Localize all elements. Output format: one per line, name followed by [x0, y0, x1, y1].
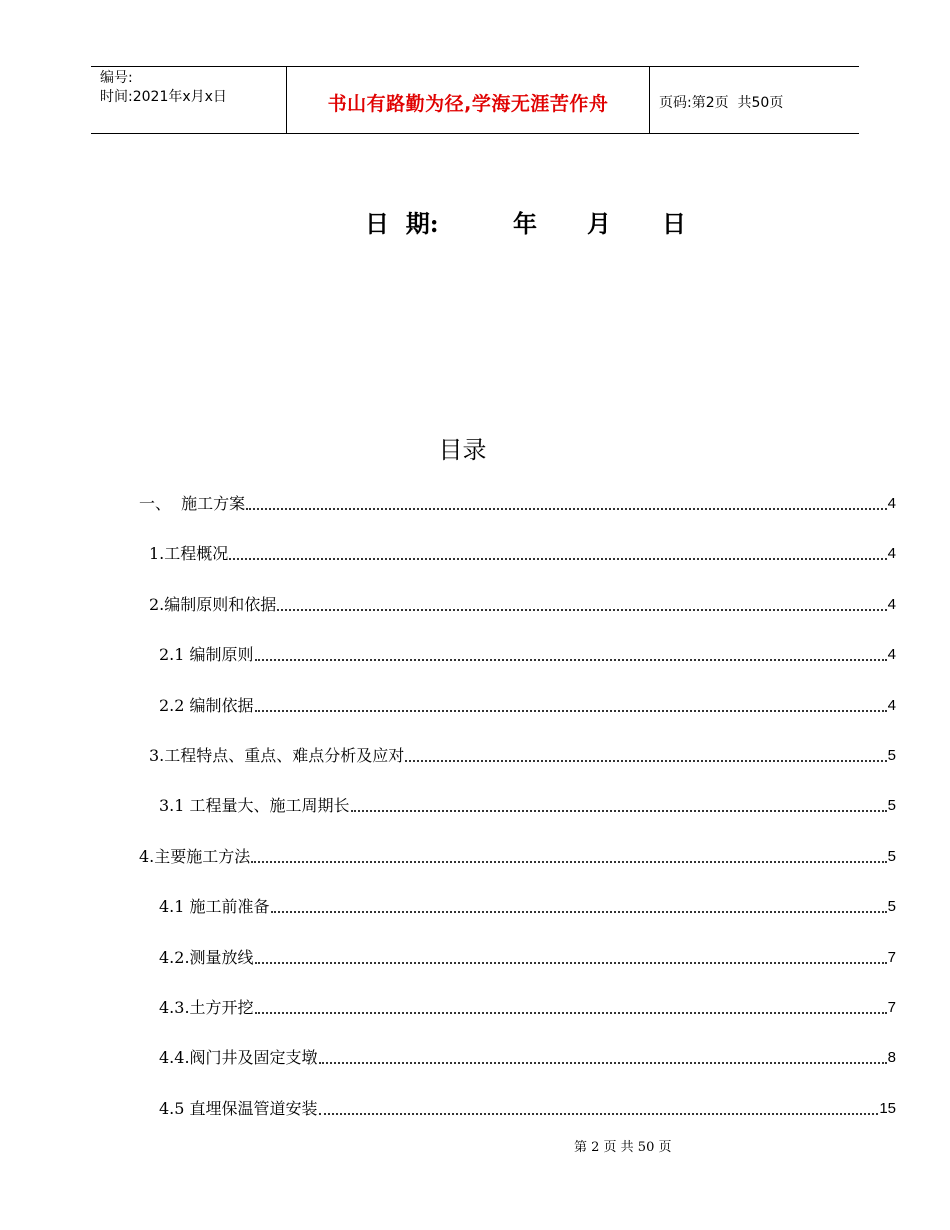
toc-dot-leader	[255, 659, 887, 661]
toc-dot-leader	[319, 1062, 887, 1064]
toc-dot-leader	[319, 1113, 879, 1115]
toc-entry-label: 4.2.测量放线	[159, 947, 254, 967]
toc-dot-leader	[251, 861, 886, 863]
toc-entry-label: 1.工程概况	[149, 544, 229, 564]
toc-entry-label: 3.1 工程量大、施工周期长	[159, 796, 350, 816]
toc-entry-label: 4.4.阀门井及固定支墩	[159, 1048, 318, 1068]
toc-entry[interactable]	[139, 839, 896, 867]
toc-entry[interactable]	[149, 738, 896, 766]
toc-entry[interactable]	[159, 637, 896, 665]
toc-dot-leader	[271, 911, 887, 913]
toc-entry-page: 15	[879, 1099, 896, 1117]
header-page-info: 页码:第2页 共50页	[659, 95, 784, 111]
header-motto: 书山有路勤为径,学海无涯苦作舟	[327, 92, 609, 115]
header-page-cell	[650, 69, 859, 135]
toc-title: 目录	[438, 436, 487, 464]
toc-entry-label: 4.1 施工前准备	[159, 897, 270, 917]
header-motto-cell	[287, 67, 650, 133]
toc-entry-label: 2.1 编制原则	[159, 645, 254, 665]
toc-entry-page: 5	[887, 847, 896, 865]
toc-entry-page: 5	[887, 797, 896, 815]
toc-entry-label: 2.2 编制依据	[159, 695, 254, 715]
toc-entry-label: 2.编制原则和依据	[149, 594, 277, 614]
toc-dot-leader	[246, 508, 886, 510]
toc-entry-page: 4	[887, 696, 896, 714]
toc-dot-leader	[255, 962, 887, 964]
toc-dot-leader	[229, 558, 886, 560]
toc-entry[interactable]	[159, 688, 896, 716]
header-meta	[91, 67, 287, 133]
toc-entry-label: 4.主要施工方法	[139, 846, 251, 866]
toc-entry-label: 4.5 直埋保温管道安装	[159, 1098, 318, 1118]
toc-entry[interactable]	[159, 940, 896, 968]
toc-dot-leader	[405, 760, 886, 762]
document-number-label: 编号:	[100, 70, 133, 86]
date-day: 日	[662, 209, 686, 238]
toc-entry-page: 8	[887, 1049, 896, 1067]
toc-entry[interactable]	[159, 788, 896, 816]
toc-entry[interactable]	[159, 889, 896, 917]
toc-entry-label: 4.3.土方开挖	[159, 998, 254, 1017]
toc-dot-leader	[277, 609, 886, 611]
toc-entry-page: 4	[887, 495, 896, 512]
toc-dot-leader	[255, 710, 887, 712]
footer-page-number: 第 2 页 共 50 页	[574, 1140, 672, 1155]
toc-entry[interactable]	[159, 1040, 896, 1068]
date-label: 日 期:	[365, 209, 439, 238]
toc-entry-page: 4	[887, 545, 896, 563]
toc-entry-page: 7	[887, 948, 896, 966]
toc-entry-label: 一、 施工方案	[139, 494, 246, 513]
date-month: 月	[587, 209, 611, 238]
toc-entry-page: 7	[887, 999, 896, 1016]
toc-entry[interactable]	[139, 486, 896, 514]
date-year: 年	[513, 209, 537, 238]
toc-entry-page: 4	[887, 646, 896, 664]
toc-entry[interactable]	[159, 1091, 896, 1119]
toc-entry[interactable]	[149, 587, 896, 615]
document-time-label: 时间:2021年x月x日	[100, 89, 227, 105]
page-header	[91, 66, 859, 134]
toc-entry-page: 5	[887, 747, 896, 764]
toc-dot-leader	[351, 810, 887, 812]
toc-entry-label: 3.工程特点、重点、难点分析及应对	[149, 746, 405, 765]
toc-entry-page: 4	[887, 595, 896, 613]
toc-entry[interactable]	[149, 536, 896, 564]
toc-entry-page: 5	[887, 898, 896, 916]
toc-dot-leader	[255, 1012, 887, 1014]
toc-entry[interactable]	[159, 990, 896, 1018]
